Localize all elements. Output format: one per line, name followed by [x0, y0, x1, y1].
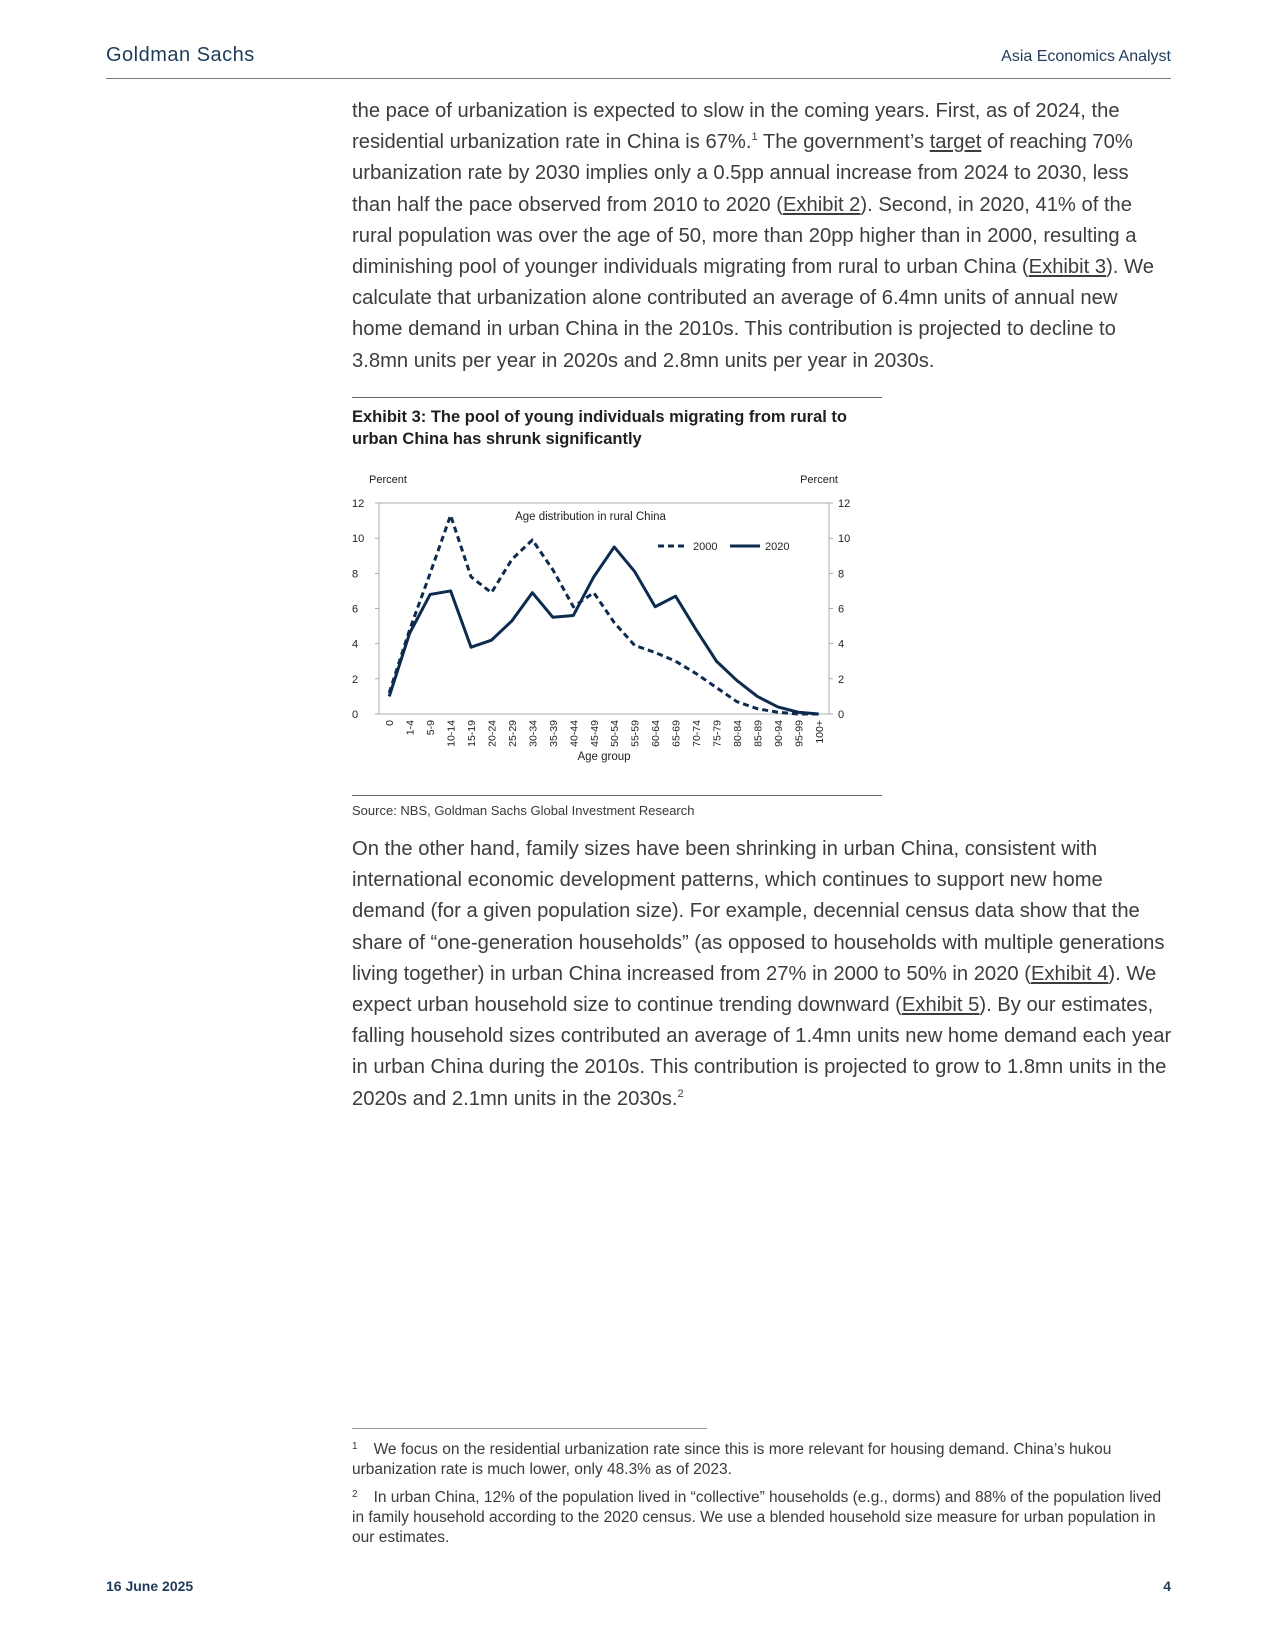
legend-label: 2020 [765, 541, 790, 553]
y-tick-label-left: 0 [352, 709, 359, 721]
y-tick-label-right: 8 [838, 568, 845, 581]
line-chart [352, 470, 882, 780]
x-tick-label: 75-79 [711, 720, 724, 747]
y-tick-label-right: 0 [838, 709, 845, 721]
paragraph-text: the pace of urbanization is expected to slow in the coming years. First, as of 2024, the residential urbanization rate in China is 67%. [352, 100, 1120, 154]
x-tick-label: 45-49 [588, 720, 601, 747]
y-tick-label-right: 12 [838, 498, 851, 510]
inline-link[interactable]: Exhibit 2 [782, 193, 861, 216]
legend-label: 2000 [693, 541, 718, 553]
footnote-reference[interactable]: 1 [751, 131, 758, 144]
body-paragraph-1 [352, 96, 1172, 377]
footnote-2 [352, 1485, 1172, 1548]
y-tick-label-right: 10 [838, 533, 851, 546]
paragraph-text: of reaching 70% urbanization rate by 2030 implies only a 0.5pp annual increase from 2024 to 2030, less than half the pace observed from 2010 to 2020 ( [352, 131, 1133, 216]
inline-link[interactable]: Exhibit 3 [1028, 256, 1107, 279]
paragraph-text: On the other hand, family sizes have been shrinking in urban China, consistent with international economic development patterns, which continues to support new home demand (for a given population size). For example, decennial census data show that the share of “one-generation households” (as opposed to households with multiple generations living together) in urban China increased from 27% in 2000 to 50% in 2020 ( [352, 838, 1165, 985]
exhibit-title: Exhibit 3: The pool of young individuals migrating from rural to urban China has shrunk significantly [352, 408, 848, 448]
x-tick-label: 100+ [813, 720, 826, 744]
footnote-number: 1 [352, 1441, 358, 1452]
exhibit-chart [352, 470, 882, 780]
x-tick-label: 20-24 [486, 720, 499, 747]
footnote-rule [352, 1428, 707, 1429]
footnote-1 [352, 1437, 1172, 1480]
paragraph-text: ). Second, in 2020, 41% of the rural population was over the age of 50, more than 20pp higher than in 2000, resulting a diminishing pool of younger individuals migrating from rural to urban China ( [352, 193, 1137, 279]
x-tick-label: 10-14 [445, 720, 458, 747]
y-tick-label-left: 6 [352, 603, 359, 616]
y-axis-label-right: Percent [800, 474, 838, 486]
x-tick-label: 25-29 [506, 720, 519, 747]
paragraph-text: The government’s [757, 131, 930, 154]
publication-name: Asia Economics Analyst [1001, 48, 1171, 65]
footnote-number: 2 [352, 1489, 358, 1500]
y-tick-label-right: 6 [838, 603, 845, 616]
paragraph-text: ). We expect urban household size to continue trending downward ( [352, 962, 1157, 1017]
x-tick-label: 50-54 [609, 720, 622, 747]
y-tick-label-right: 2 [838, 673, 845, 686]
paragraph-text: ). We calculate that urbanization alone contributed an average of 6.4mn units of annual new home demand in urban China in the 2010s. This contribution is projected to decline to 3.8mn units per year in 2020s and 2.8mn units per year in 2030s. [352, 256, 1154, 372]
y-axis-label-left: Percent [369, 474, 407, 486]
x-tick-label: 95-99 [793, 720, 806, 747]
body-paragraph-2 [352, 834, 1172, 1115]
x-tick-label: 80-84 [731, 720, 744, 747]
exhibit-bottom-rule [352, 795, 882, 796]
x-tick-label: 65-69 [670, 720, 683, 747]
publication-date: 16 June 2025 [106, 1578, 194, 1594]
y-tick-label-left: 8 [352, 568, 359, 581]
x-tick-label: 1-4 [404, 720, 417, 736]
y-tick-label-right: 4 [838, 638, 845, 651]
footnote-text: We focus on the residential urbanization rate since this is more relevant for housing demand. China’s hukou urbanization rate is much lower, only 48.3% as of 2023. [352, 1441, 1112, 1478]
y-tick-label-left: 2 [352, 673, 359, 686]
y-tick-label-left: 4 [352, 638, 359, 651]
x-tick-label: 55-59 [629, 720, 642, 747]
x-tick-label: 30-34 [527, 720, 540, 747]
x-tick-label: 90-94 [772, 720, 785, 747]
exhibit-top-rule [352, 397, 882, 398]
x-tick-label: 60-64 [650, 720, 663, 747]
x-tick-label: 85-89 [752, 720, 765, 747]
inline-link[interactable]: target [929, 131, 982, 154]
series-line-2020 [389, 547, 819, 714]
footnote-reference[interactable]: 2 [677, 1087, 684, 1100]
inline-link[interactable]: Exhibit 5 [901, 994, 980, 1017]
exhibit-source: Source: NBS, Goldman Sachs Global Investment Research [352, 803, 695, 818]
inline-link[interactable]: Exhibit 4 [1030, 962, 1109, 985]
chart-title: Age distribution in rural China [515, 511, 666, 523]
paragraph-text: ). By our estimates, falling household sizes contributed an average of 1.4mn units new home demand each year in urban China during the 2010s. This contribution is projected to grow to 1.8mn units in the 2020s and 2.1mn units in the 2030s. [352, 994, 1172, 1110]
x-tick-label: 15-19 [466, 720, 479, 747]
page-number: 4 [1163, 1578, 1171, 1594]
x-tick-label: 5-9 [425, 720, 438, 736]
x-axis-label: Age group [577, 751, 631, 763]
y-axis-ticks [352, 498, 850, 721]
footnote-text: In urban China, 12% of the population lived in “collective” households (e.g., dorms) and 88% of the population lived in family household according to the 2020 census. We use a blended household size measure for urban population in our estimates. [352, 1489, 1162, 1546]
x-tick-label: 70-74 [691, 720, 704, 747]
x-tick-label: 40-44 [568, 720, 581, 747]
x-tick-label: 0 [384, 720, 397, 726]
plot-frame [379, 503, 829, 714]
x-tick-label: 35-39 [547, 720, 560, 747]
y-tick-label-left: 10 [352, 533, 365, 546]
y-tick-label-left: 12 [352, 498, 365, 510]
x-axis-ticks [384, 720, 826, 747]
header-rule [106, 78, 1171, 79]
brand-name: Goldman Sachs [106, 44, 255, 66]
chart-legend [658, 541, 789, 553]
